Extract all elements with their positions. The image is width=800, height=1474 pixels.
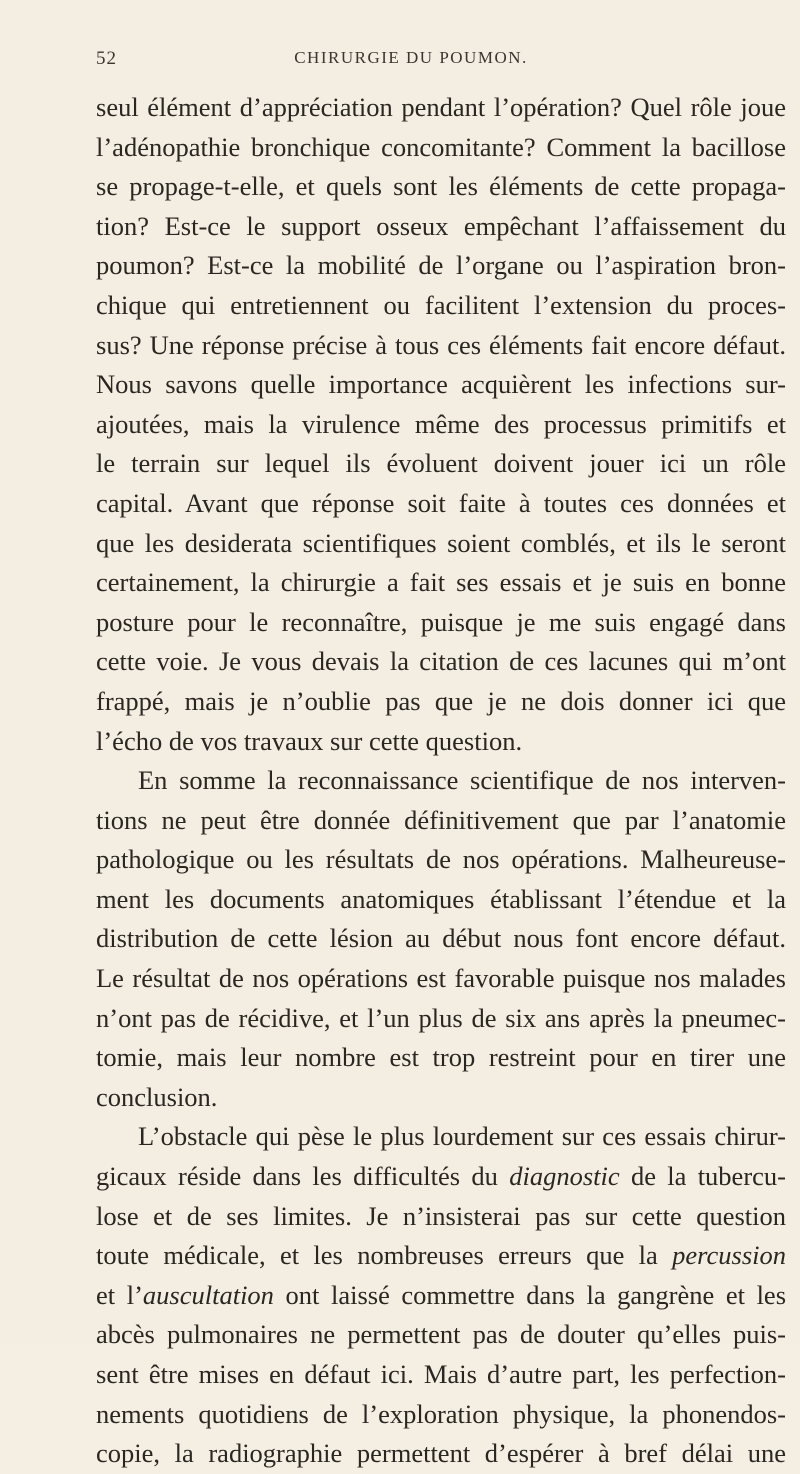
text-line: distribution de cette lésion au début nous font encore défaut. [96,923,786,954]
running-head [96,48,726,72]
running-title: CHIRURGIE DU POUMON. [294,48,528,67]
text-line: tion? Est-ce le support osseux empêchant l’affaissement du [96,210,786,241]
text-line: Le résultat de nos opérations est favorable puisque nos malades [96,963,786,994]
text-line: frappé, mais je n’oublie pas que je ne dois donner ici que [96,685,786,716]
text-fragment: gicaux réside dans les difficultés du [96,1161,510,1192]
text-line: ajoutées, mais la virulence même des processus primitifs et [96,408,786,439]
text-line: Nous savons quelle importance acquièrent les infections sur- [96,369,786,400]
text-line: pathologique ou les résultats de nos opérations. Malheureuse- [96,844,786,875]
text-line: copie, la radiographie permettent d’espérer à bref délai une [96,1438,786,1469]
text-line: cette voie. Je vous devais la citation de ces lacunes qui m’ont [96,646,786,677]
text-line: tomie, mais leur nombre est trop restreint pour en tirer une [96,1042,786,1073]
text-line: l’écho de vos travaux sur cette question. [96,725,523,756]
text-line [96,1276,786,1316]
italic-term: percussion [672,1240,786,1271]
text-line: chique qui entretiennent ou facilitent l’extension du proces- [96,289,786,320]
text-line: lose et de ses limites. Je n’insisterai pas sur cette question [96,1200,786,1231]
text-line: le terrain sur lequel ils évoluent doivent jouer ici un rôle [96,448,786,479]
text-fragment: de la tubercu- [619,1161,786,1192]
text-line: l’adénopathie bronchique concomitante? Comment la bacillose [96,131,786,162]
text-line: n’ont pas de récidive, et l’un plus de six ans après la pneumec- [96,1002,786,1033]
text-line: se propage-t-elle, et quels sont les éléments de cette propaga- [96,171,786,202]
text-line: poumon? Est-ce la mobilité de l’organe ou l’aspiration bron- [96,250,786,281]
text-line: seul élément d’appréciation pendant l’opération? Quel rôle joue [96,92,786,122]
text-fragment: toute médicale, et les nombreuses erreurs que la [96,1240,673,1271]
text-line: capital. Avant que réponse soit faite à toutes ces données et [96,487,786,518]
text-line: En somme la reconnaissance scientifique de nos interven- [138,765,786,796]
text-line: certainement, la chirurgie a fait ses essais et je suis en bonne [96,567,786,598]
text-line: tions ne peut être donnée définitivement que par l’anatomie [96,804,786,835]
text-line: abcès pulmonaires ne permettent pas de douter qu’elles puis- [96,1319,786,1350]
text-line: conclusion. [96,1081,218,1112]
text-line: que les desiderata scientifiques soient comblés, et ils le seront [96,527,786,558]
text-line: nements quotidiens de l’exploration physique, la phonendos- [96,1398,786,1429]
text-line [96,1157,786,1197]
text-line: ment les documents anatomiques établissant l’étendue et la [96,883,786,914]
page-number: 52 [96,48,117,69]
text-line: sent être mises en défaut ici. Mais d’autre part, les perfection- [96,1359,786,1389]
text-line: L’obstacle qui pèse le plus lourdement sur ces essais chirur- [138,1121,786,1152]
text-fragment: et l’ [96,1279,143,1310]
text-line: posture pour le reconnaître, puisque je me suis engagé dans [96,606,786,637]
body-text [96,88,786,1474]
italic-term: diagnostic [509,1161,620,1192]
italic-term: auscultation [142,1279,274,1310]
text-fragment: ont laissé commettre dans la gangrène et les [273,1279,787,1310]
text-line [96,1236,786,1276]
text-line: sus? Une réponse précise à tous ces éléments fait encore défaut. [96,329,786,360]
